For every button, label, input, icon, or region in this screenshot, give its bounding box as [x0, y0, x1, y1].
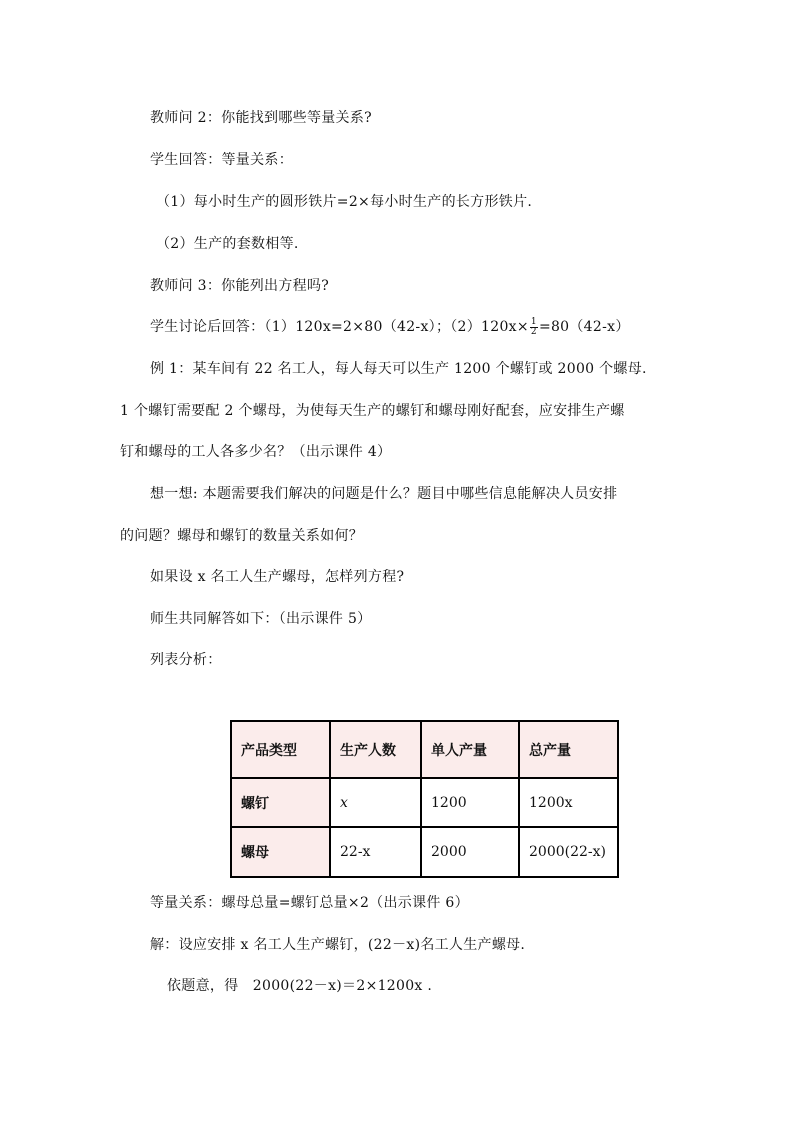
example-1-line-2: 1 个螺钉需要配 2 个螺母，为使每天生产的螺钉和螺母刚好配套，应安排生产螺: [120, 403, 625, 419]
example-1-line-1: 例 1：某车间有 22 名工人，每人每天可以生产 1200 个螺钉或 2000 个螺母.: [150, 361, 647, 377]
table-cell: 1200: [421, 778, 519, 827]
fraction-denominator: 2: [530, 326, 537, 337]
table-header-cell: 生产人数: [330, 721, 421, 778]
relation-1: （1）每小时生产的圆形铁片=2×每小时生产的长方形铁片.: [156, 194, 533, 210]
table-row: [231, 827, 618, 877]
relation-2: （2）生产的套数相等.: [156, 236, 299, 252]
table-cell: x: [330, 778, 421, 827]
solution-setup: 解：设应安排 x 名工人生产螺钉，(22－x)名工人生产螺母.: [150, 937, 526, 953]
table-row: [231, 778, 618, 827]
solve-together: 师生共同解答如下：（出示课件 5）: [150, 611, 372, 627]
equal-relation: 等量关系：螺母总量=螺钉总量×2（出示课件 6）: [150, 895, 469, 911]
table-cell: 2000: [421, 827, 519, 877]
table-cell: 2000(22-x): [519, 827, 618, 877]
table-cell: 22-x: [330, 827, 421, 877]
if-set-x: 如果设 x 名工人生产螺母，怎样列方程?: [150, 569, 405, 585]
fraction-numerator: 1: [530, 316, 537, 327]
table-row-header: 螺钉: [231, 778, 330, 827]
teacher-question-2: 教师问 2：你能找到哪些等量关系?: [150, 110, 372, 126]
answer-3-suffix: =80（42-x）: [538, 319, 630, 335]
table-cell: 1200x: [519, 778, 618, 827]
answer-3-prefix: 学生讨论后回答：（1）120x=2×80（42-x）；（2）120x×: [150, 319, 529, 335]
student-answer-3: [150, 317, 630, 337]
analysis-table: [230, 720, 619, 878]
think-line-2: 的问题？螺母和螺钉的数量关系如何？: [120, 528, 364, 544]
table-header-cell: 单人产量: [421, 721, 519, 778]
equation-line: 依题意，得 2000(22－x)＝2×1200x .: [167, 978, 433, 994]
tabulate-analysis: 列表分析：: [150, 652, 222, 668]
think-line-1: 想一想: 本题需要我们解决的问题是什么？题目中哪些信息能解决人员安排: [150, 486, 618, 502]
table-header-cell: 总产量: [519, 721, 618, 778]
table-header-row: [231, 721, 618, 778]
table-header-cell: 产品类型: [231, 721, 330, 778]
student-answer-2: 学生回答：等量关系：: [150, 152, 293, 168]
fraction-one-half: [530, 318, 538, 337]
example-1-line-3: 钉和螺母的工人各多少名？（出示课件 4）: [120, 444, 392, 460]
table-row-header: 螺母: [231, 827, 330, 877]
teacher-question-3: 教师问 3：你能列出方程吗?: [150, 278, 330, 294]
